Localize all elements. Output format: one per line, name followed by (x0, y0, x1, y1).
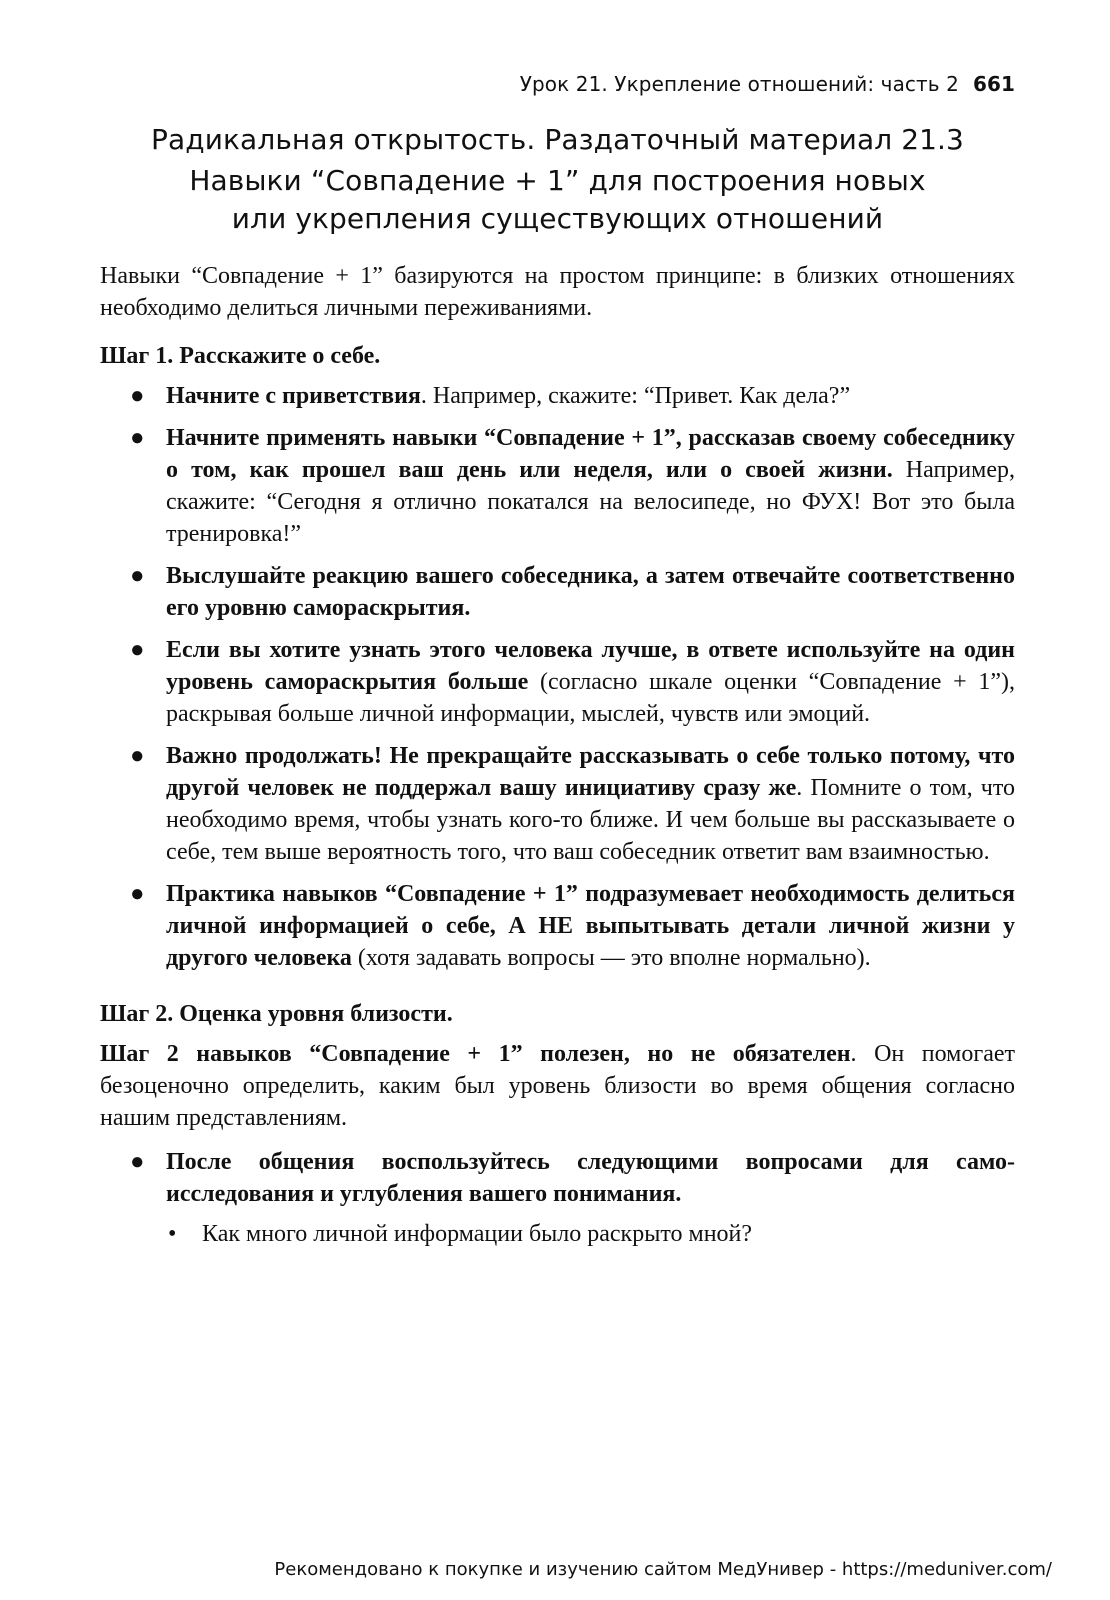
bullet-icon: ● (130, 383, 145, 409)
bullet-icon: ● (130, 637, 145, 663)
sub-bullet-list (166, 1218, 1015, 1250)
list-item-text: (хотя задавать вопросы — это вполне нормально). (351, 945, 871, 971)
list-item (100, 740, 1015, 868)
list-item-text: Например, скажите: “Сегодня я отлично покатался на велосипеде, но ФУХ! Вот это была тренировка!” (166, 457, 1015, 547)
list-item-bold-text: Если вы хотите узнать этого человека лучше, в ответе используйте на один уровень самораскрытия больше (166, 637, 1015, 695)
list-item-bold-text: Выслушайте реакцию вашего собеседника, а затем отвечайте соответственно его уровню самораскрытия. (166, 563, 1015, 621)
list-item-text: (согласно шкале оценки “Совпадение + 1”), раскрывая больше личной информации, мыслей, чувств или эмоций. (166, 669, 1015, 727)
step-2-text: . Он помогает безоценочно определить, каким был уровень близости во время общения согласно нашим представлениям. (100, 1041, 1015, 1131)
list-item (100, 1146, 1015, 1250)
list-item (100, 634, 1015, 730)
handout-title: Радикальная открытость. Раздаточный материал 21.3 (151, 123, 964, 156)
list-item (100, 560, 1015, 624)
sub-list-item (166, 1218, 1015, 1250)
list-item-text: . Помните о том, что необходимо время, чтобы узнать кого-то ближе. И чем больше вы рассказываете о себе, тем выше вероятность того, что ваш собеседник ответит вам взаимностью. (166, 775, 1015, 865)
bullet-icon: ● (130, 743, 145, 769)
list-item (100, 380, 1015, 412)
document-body (100, 260, 1015, 1250)
bullet-icon: ● (130, 425, 145, 451)
document-page (100, 70, 1015, 1274)
handout-subtitle-line-1: Навыки “Совпадение + 1” для построения новых (189, 164, 926, 197)
step-2-bold-text: Шаг 2 навыков “Совпадение + 1” полезен, но не обязателен (100, 1041, 851, 1067)
list-item-text: . Например, скажите: “Привет. Как дела?” (420, 383, 851, 409)
step-1-bullet-list (100, 380, 1015, 974)
list-item (100, 422, 1015, 550)
running-title: Урок 21. Укрепление отношений: часть 2 (519, 72, 959, 96)
footer-note: Рекомендовано к покупке и изучению сайтом МедУнивер - https://meduniver.com/ (274, 1559, 1052, 1580)
bullet-icon: ● (130, 1149, 145, 1175)
bullet-icon: ● (130, 563, 145, 589)
running-header (100, 70, 1015, 98)
step-2-paragraph (100, 1038, 1015, 1134)
list-item-bold-text: Практика навыков “Совпадение + 1” подразумевает необходимость делиться личной информацией о себе, А НЕ выпытывать детали личной жизни у другого человека (166, 881, 1015, 971)
page-number: 661 (972, 72, 1015, 96)
list-item-bold-text: Важно продолжать! Не прекращайте рассказывать о себе только потому, что другой человек не поддержал вашу инициативу сразу же (166, 743, 1015, 801)
intro-paragraph: Навыки “Совпадение + 1” базируются на простом принципе: в близких отношениях необходимо делиться личными переживаниями. (100, 263, 1015, 321)
list-item (100, 878, 1015, 974)
list-item-bold-text: Начните с приветствия (166, 383, 421, 409)
handout-subtitle-line-2: или укрепления существующих отношений (231, 202, 884, 235)
small-bullet-icon: • (168, 1221, 177, 1247)
step-1-heading: Шаг 1. Расскажите о себе. (100, 343, 381, 369)
handout-subtitle (100, 162, 1015, 238)
sub-list-item-text: Как много личной информации было раскрыто мной? (202, 1221, 753, 1247)
step-2-bullet-list (100, 1146, 1015, 1250)
step-2-heading: Шаг 2. Оценка уровня близости. (100, 1001, 453, 1027)
list-item-bold-text: После общения воспользуйтесь следующими вопросами для самоисследования и углубления вашего понимания. (166, 1149, 1015, 1207)
bullet-icon: ● (130, 881, 145, 907)
list-item-bold-text: Начните применять навыки “Совпадение + 1”, рассказав своему собеседнику о том, как прошел ваш день или неделя, или о своей жизни. (166, 425, 1015, 483)
